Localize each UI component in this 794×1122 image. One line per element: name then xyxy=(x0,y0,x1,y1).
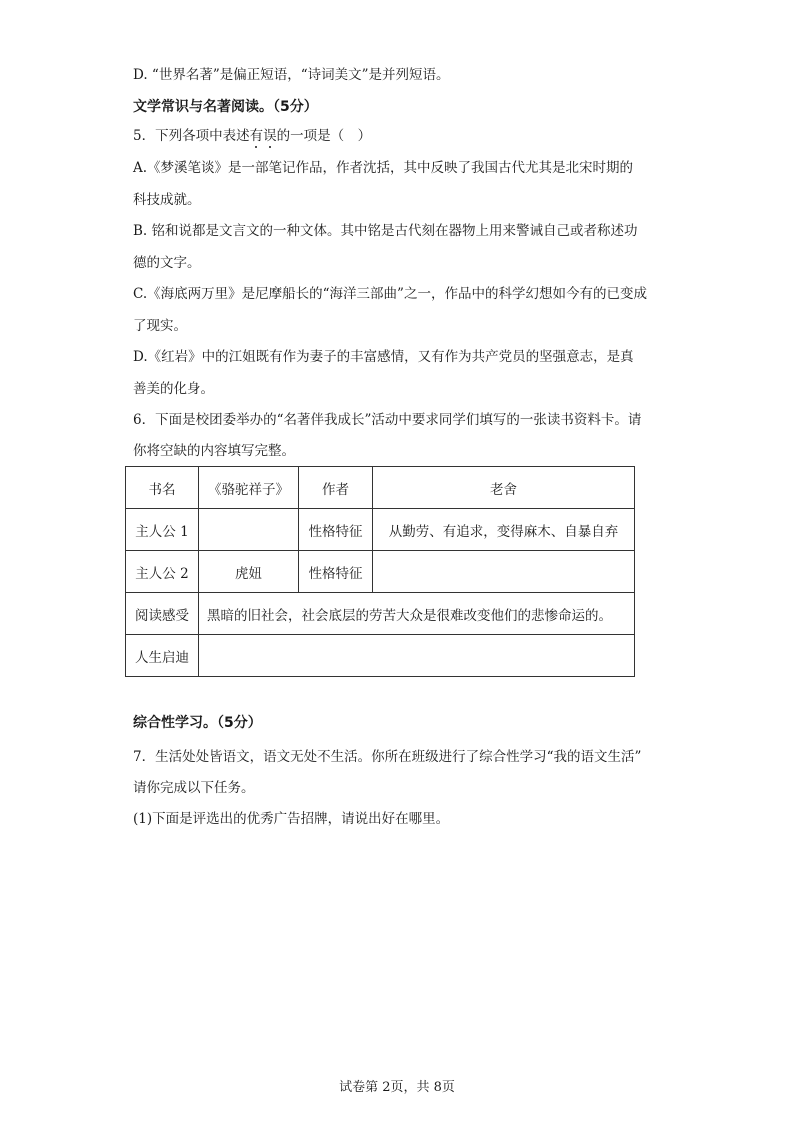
question-6-line-2: 你将空缺的内容填写完整。 xyxy=(133,443,295,459)
table-row xyxy=(126,509,635,551)
table-cell: 性格特征 xyxy=(299,509,373,551)
emphasis-char: 误 xyxy=(263,128,277,144)
blank-cell xyxy=(199,509,299,551)
question-5-suffix: 的一项是（ ） xyxy=(276,128,372,144)
table-row xyxy=(126,551,635,593)
table-cell: 作者 xyxy=(299,467,373,509)
option-d-line-1: D.《红岩》中的江姐既有作为妻子的丰富感情，又有作为共产党员的坚强意志，是真 xyxy=(133,349,634,365)
table-cell: 老舍 xyxy=(373,467,635,509)
table-cell: 性格特征 xyxy=(299,551,373,593)
table-cell: 人生启迪 xyxy=(126,635,199,677)
option-d-text: D. “世界名著”是偏正短语，“诗词美文”是并列短语。 xyxy=(133,67,450,83)
option-a-line-1: A.《梦溪笔谈》是一部笔记作品，作者沈括，其中反映了我国古代尤其是北宋时期的 xyxy=(133,160,634,176)
section-heading-integrated: 综合性学习。（5分） xyxy=(133,715,262,731)
option-c-line-1: C.《海底两万里》是尼摩船长的“海洋三部曲”之一，作品中的科学幻想如今有的已变成 xyxy=(133,286,647,302)
reading-card-table xyxy=(125,466,635,677)
table-row xyxy=(126,635,635,677)
question-5 xyxy=(133,130,371,144)
option-d-line-2: 善美的化身。 xyxy=(133,381,214,397)
table-cell: 黑暗的旧社会，社会底层的劳苦大众是很难改变他们的悲惨命运的。 xyxy=(199,593,635,635)
emphasis-char: 有 xyxy=(249,128,264,144)
section-heading-literature: 文学常识与名著阅读。（5分） xyxy=(133,99,318,115)
table-cell: 《骆驼祥子》 xyxy=(199,467,299,509)
question-6-line-1: 6．下面是校团委举办的“名著伴我成长”活动中要求同学们填写的一张读书资料卡。请 xyxy=(133,412,642,428)
table-row xyxy=(126,593,635,635)
blank-cell xyxy=(373,551,635,593)
table-cell: 从勤劳、有追求，变得麻木、自暴自弃 xyxy=(373,509,635,551)
table-cell: 书名 xyxy=(126,467,199,509)
blank-cell xyxy=(199,635,635,677)
table-row xyxy=(126,467,635,509)
option-a-line-2: 科技成就。 xyxy=(133,192,201,208)
option-b-line-1: B. 铭和说都是文言文的一种文体。其中铭是古代刻在器物上用来警诫自己或者称述功 xyxy=(133,223,638,239)
table-cell: 虎妞 xyxy=(199,551,299,593)
table-cell: 主人公 1 xyxy=(126,509,199,551)
table-cell: 阅读感受 xyxy=(126,593,199,635)
question-5-prefix: 5．下列各项中表述 xyxy=(133,128,250,144)
question-7-sub-1: (1)下面是评选出的优秀广告招牌，请说出好在哪里。 xyxy=(133,811,450,827)
question-7-line-2: 请你完成以下任务。 xyxy=(133,780,255,796)
table-cell: 主人公 2 xyxy=(126,551,199,593)
page-footer: 试卷第 2页，共 8页 xyxy=(339,1080,455,1095)
option-c-line-2: 了现实。 xyxy=(133,318,187,334)
option-b-line-2: 德的文字。 xyxy=(133,255,201,271)
question-7-line-1: 7．生活处处皆语文，语文无处不生活。你所在班级进行了综合性学习“我的语文生活” xyxy=(133,749,642,765)
